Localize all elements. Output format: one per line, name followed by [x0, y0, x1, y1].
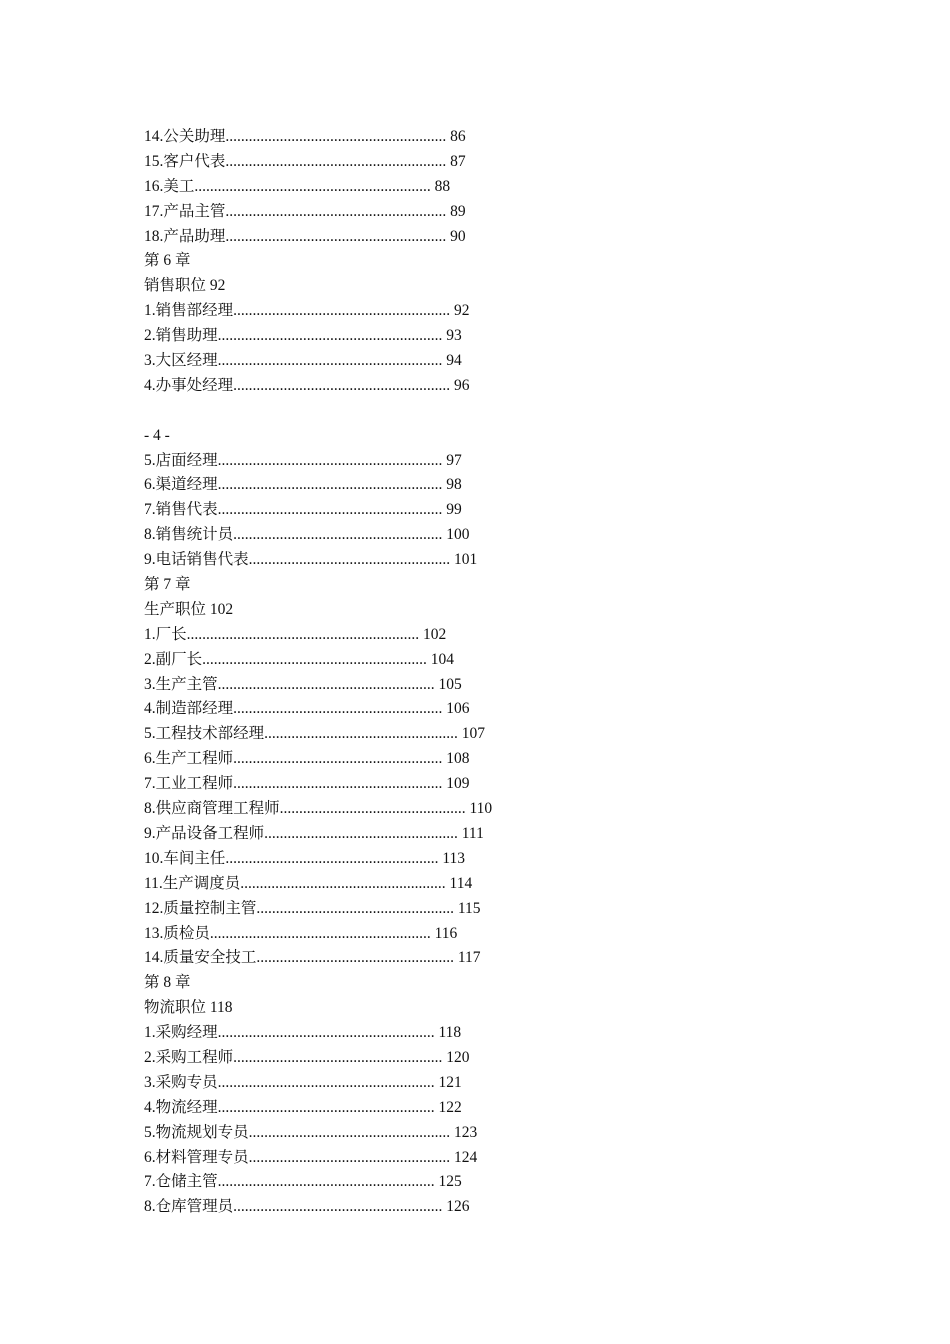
- toc-entry: 7.工业工程师...................................................... 109: [144, 775, 470, 793]
- toc-entry: 12.质量控制主管................................................... 115: [144, 899, 481, 917]
- toc-entry: 6.渠道经理.......................................................... 98: [144, 476, 462, 494]
- toc-entry: 8.仓库管理员...................................................... 126: [144, 1198, 470, 1216]
- toc-entry: 7.仓储主管........................................................ 125: [144, 1173, 462, 1191]
- blank-line: [144, 399, 844, 424]
- toc-entry: 9.电话销售代表.................................................... 101: [144, 551, 478, 569]
- toc-entry: 18.产品助理......................................................... 90: [144, 227, 466, 245]
- toc-entry: 6.材料管理专员.................................................... 124: [144, 1148, 478, 1166]
- toc-entry: 3.生产主管........................................................ 105: [144, 675, 462, 693]
- toc-entry: 8.销售统计员...................................................... 100: [144, 526, 470, 544]
- toc-entry: 9.产品设备工程师.................................................. 111: [144, 824, 484, 842]
- table-of-contents: [144, 125, 844, 1220]
- toc-entry: 11.生产调度员..................................................... 114: [144, 874, 473, 892]
- toc-entry: 14.公关助理......................................................... 86: [144, 128, 466, 145]
- toc-entry: 15.客户代表......................................................... 87: [144, 152, 466, 170]
- section-heading: 销售职位 92: [144, 277, 226, 295]
- toc-entry: 4.制造部经理...................................................... 106: [144, 700, 470, 718]
- toc-entry: 16.美工............................................................. 88: [144, 177, 451, 195]
- toc-entry: 1.销售部经理........................................................ 92: [144, 302, 470, 320]
- toc-entry: 5.店面经理.......................................................... 97: [144, 451, 462, 469]
- page-number: - 4 -: [144, 426, 170, 444]
- toc-entry: 6.生产工程师...................................................... 108: [144, 750, 470, 768]
- toc-entry: 3.采购专员........................................................ 121: [144, 1073, 462, 1091]
- toc-entry: 2.采购工程师...................................................... 120: [144, 1048, 470, 1066]
- toc-entry: 3.大区经理.......................................................... 94: [144, 352, 462, 370]
- section-heading: 生产职位 102: [144, 600, 234, 618]
- toc-entry: 2.副厂长.......................................................... 104: [144, 650, 455, 668]
- toc-entry: 7.销售代表.......................................................... 99: [144, 501, 462, 519]
- toc-entry: 1.采购经理........................................................ 118: [144, 1024, 462, 1042]
- toc-entry: 5.工程技术部经理.................................................. 107: [144, 725, 486, 743]
- toc-entry: 13.质检员......................................................... 116: [144, 924, 458, 942]
- section-heading: 物流职位 118: [144, 999, 233, 1017]
- toc-entry: 4.物流经理........................................................ 122: [144, 1098, 462, 1116]
- toc-entry: 14.质量安全技工................................................... 117: [144, 949, 481, 967]
- toc-entry: 4.办事处经理........................................................ 96: [144, 376, 470, 394]
- chapter-heading: 第 6 章: [144, 252, 191, 270]
- toc-entry: 5.物流规划专员.................................................... 123: [144, 1123, 478, 1141]
- toc-entry: 17.产品主管......................................................... 89: [144, 202, 466, 220]
- toc-entry: 2.销售助理.......................................................... 93: [144, 327, 462, 345]
- chapter-heading: 第 8 章: [144, 974, 191, 992]
- toc-entry: 10.车间主任....................................................... 113: [144, 849, 466, 867]
- toc-entry: 1.厂长............................................................ 102: [144, 625, 447, 643]
- chapter-heading: 第 7 章: [144, 576, 191, 594]
- toc-entry: 8.供应商管理工程师................................................ 110: [144, 800, 493, 818]
